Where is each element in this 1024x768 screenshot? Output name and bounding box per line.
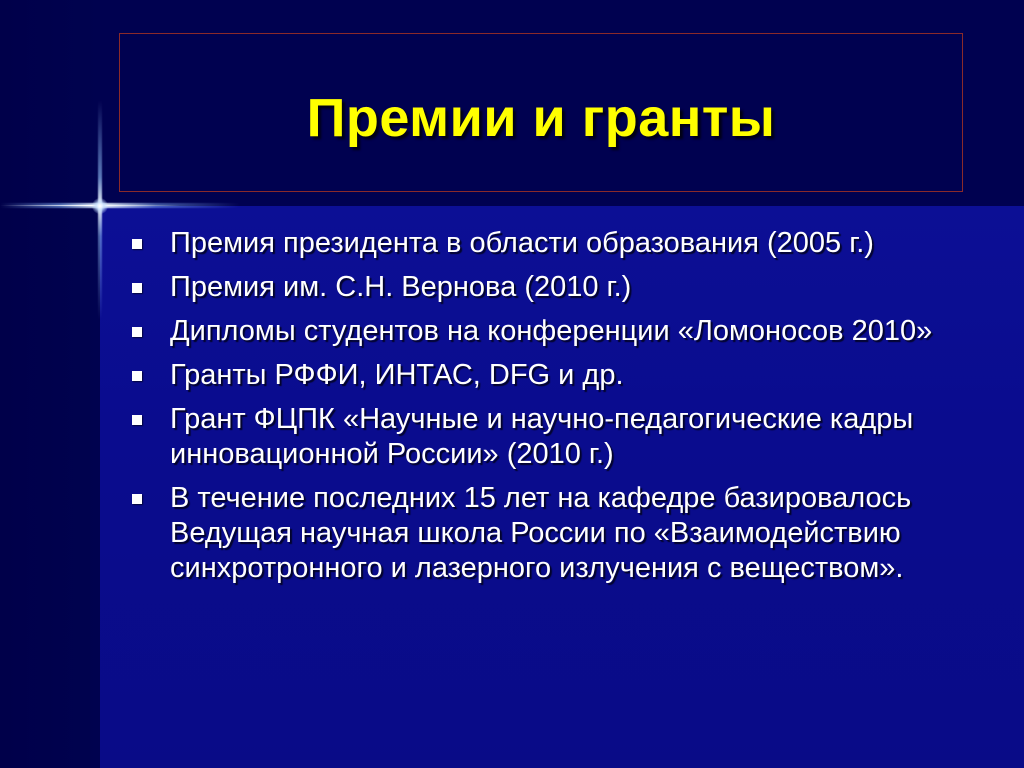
bullet-text: Дипломы студентов на конференции «Ломоносов 2010» bbox=[170, 315, 933, 347]
title-box bbox=[119, 33, 963, 192]
bullet-item bbox=[132, 402, 962, 472]
bullet-item bbox=[132, 481, 962, 586]
square-bullet-icon bbox=[132, 239, 142, 249]
bullet-item bbox=[132, 358, 962, 393]
bullet-item bbox=[132, 314, 962, 349]
bullet-text: Премия им. С.Н. Вернова (2010 г.) bbox=[170, 271, 632, 303]
square-bullet-icon bbox=[132, 371, 142, 381]
bullet-text: Грант ФЦПК «Научные и научно-педагогические кадры инновационной России» (2010 г.) bbox=[170, 403, 914, 470]
sparkle-icon bbox=[92, 198, 108, 214]
square-bullet-icon bbox=[132, 494, 142, 504]
square-bullet-icon bbox=[132, 327, 142, 337]
square-bullet-icon bbox=[132, 283, 142, 293]
bullet-item bbox=[132, 270, 962, 305]
bullet-text: Премия президента в области образования (2005 г.) bbox=[170, 227, 874, 259]
left-background-strip bbox=[0, 0, 100, 768]
square-bullet-icon bbox=[132, 415, 142, 425]
bullet-text: В течение последних 15 лет на кафедре базировалось Ведущая научная школа России по «Взаимодействию синхротронного и лазерного излучения с веществом». bbox=[170, 482, 912, 584]
bullet-item bbox=[132, 226, 962, 261]
slide-title: Премии и гранты bbox=[306, 87, 776, 148]
bullet-text: Гранты РФФИ, ИНТАС, DFG и др. bbox=[170, 359, 624, 391]
bullet-list bbox=[132, 226, 962, 595]
sparkle-horizontal-core bbox=[0, 205, 180, 206]
